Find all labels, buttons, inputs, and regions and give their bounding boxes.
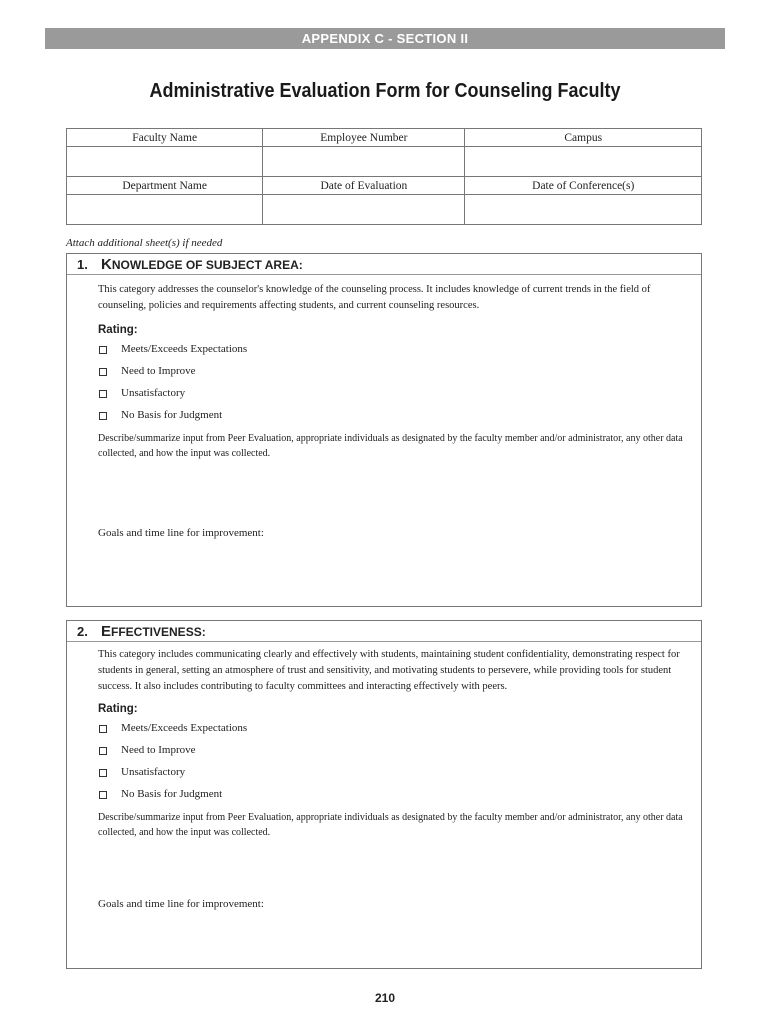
page-title: Administrative Evaluation Form for Counseling Faculty — [149, 80, 621, 102]
checkbox-icon[interactable] — [99, 769, 107, 777]
employee-number-field[interactable] — [263, 147, 465, 177]
department-name-label: Department Name — [67, 177, 263, 195]
date-of-evaluation-field[interactable] — [263, 195, 465, 225]
campus-field[interactable] — [465, 147, 702, 177]
rating-option-no-basis[interactable]: No Basis for Judgment — [98, 786, 687, 808]
faculty-name-field[interactable] — [67, 147, 263, 177]
faculty-info-table — [66, 128, 702, 225]
section-header — [67, 254, 701, 275]
rating-option-meets[interactable]: Meets/Exceeds Expectations — [98, 720, 687, 742]
section-number: 2. — [77, 624, 88, 639]
rating-option-unsatisfactory[interactable]: Unsatisfactory — [98, 385, 687, 407]
input-response-area[interactable] — [98, 461, 687, 525]
rating-option-unsatisfactory[interactable]: Unsatisfactory — [98, 764, 687, 786]
input-response-area[interactable] — [98, 840, 687, 896]
input-description: Describe/summarize input from Peer Evaluation, appropriate individuals as designated by the faculty member and/or administrator, any other data collected, and how the input was collected. — [98, 433, 683, 459]
date-of-conference-label: Date of Conference(s) — [465, 177, 702, 195]
attach-note: Attach additional sheet(s) if needed — [66, 237, 223, 249]
rating-option-improve[interactable]: Need to Improve — [98, 363, 687, 385]
section-number: 1. — [77, 257, 88, 272]
rating-option-improve[interactable]: Need to Improve — [98, 742, 687, 764]
section-knowledge — [66, 253, 702, 607]
checkbox-icon[interactable] — [99, 368, 107, 376]
checkbox-icon[interactable] — [99, 346, 107, 354]
campus-label: Campus — [465, 129, 702, 147]
rating-option-no-basis[interactable]: No Basis for Judgment — [98, 407, 687, 429]
checkbox-icon[interactable] — [99, 390, 107, 398]
rating-label: Rating: — [98, 324, 138, 336]
checkbox-icon[interactable] — [99, 747, 107, 755]
section-description: This category includes communicating clearly and effectively with students, maintaining student confidentiality, demonstrating respect for students in general, setting an atmosphere of trust and sensitivity, and motivating students to persevere, while providing tools for student success. It also includes contributing to faculty committees and interacting effectively with peers. — [98, 649, 680, 692]
appendix-banner: APPENDIX C - SECTION II — [45, 28, 725, 49]
section-description: This category addresses the counselor's knowledge of the counseling process. It includes knowledge of current trends in the field of counseling, policies and requirements affecting students, and current counseling resources. — [98, 284, 651, 311]
faculty-name-label: Faculty Name — [67, 129, 263, 147]
date-of-conference-field[interactable] — [465, 195, 702, 225]
page-number: 210 — [374, 991, 396, 1005]
rating-option-meets[interactable]: Meets/Exceeds Expectations — [98, 341, 687, 363]
input-description: Describe/summarize input from Peer Evaluation, appropriate individuals as designated by the faculty member and/or administrator, any other data collected, and how the input was collected. — [98, 812, 683, 838]
section-header — [67, 621, 701, 642]
employee-number-label: Employee Number — [263, 129, 465, 147]
rating-label: Rating: — [98, 703, 138, 715]
section-effectiveness — [66, 620, 702, 969]
checkbox-icon[interactable] — [99, 412, 107, 420]
section-title: KNOWLEDGE OF SUBJECT AREA: — [101, 256, 303, 273]
checkbox-icon[interactable] — [99, 725, 107, 733]
goals-label: Goals and time line for improvement: — [98, 898, 264, 910]
section-title: EFFECTIVENESS: — [101, 623, 206, 640]
goals-label: Goals and time line for improvement: — [98, 527, 264, 539]
department-name-field[interactable] — [67, 195, 263, 225]
checkbox-icon[interactable] — [99, 791, 107, 799]
date-of-evaluation-label: Date of Evaluation — [263, 177, 465, 195]
